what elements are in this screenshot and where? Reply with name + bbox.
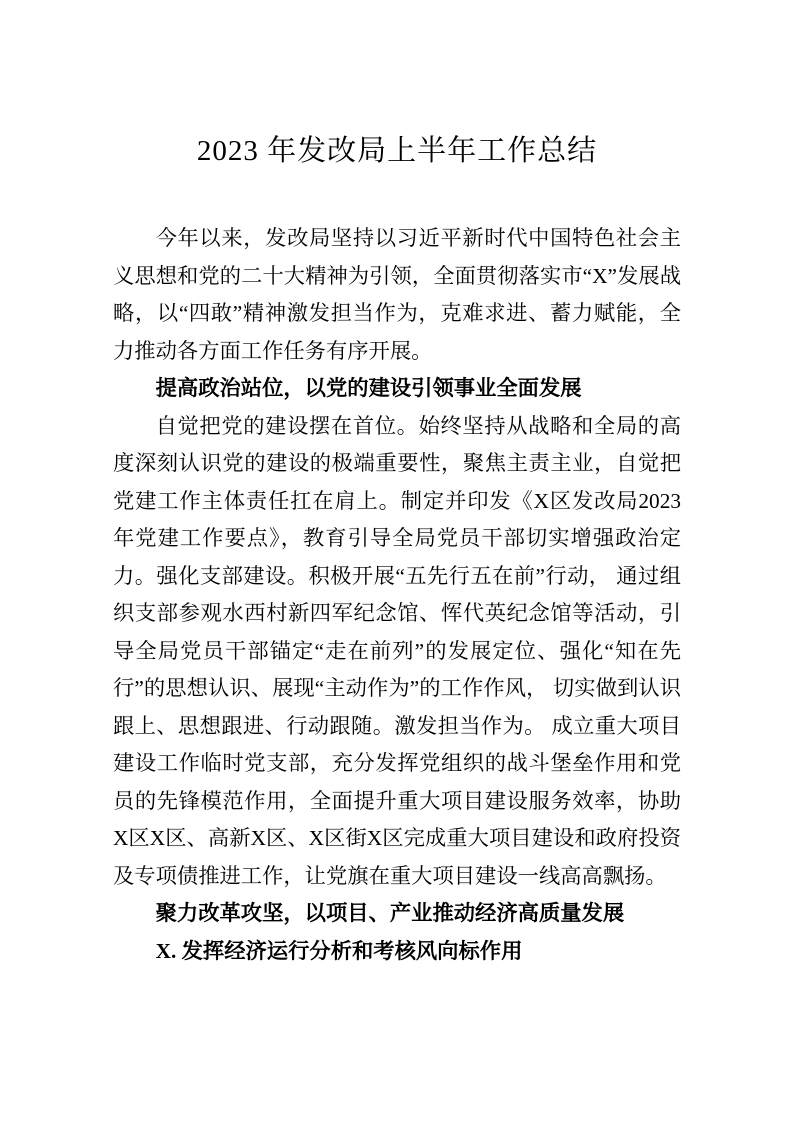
party-building-paragraph: 自觉把党的建设摆在首位。始终坚持从战略和全局的高度深刻认识党的建设的极端重要性，聚焦主责主业，自觉把党建工作主体责任扛在肩上。制定并印发《X区发改局2023年党建工作要点》，教育引导全局党员干部切实增强政治定力。强化支部建设。积极开展“五先行五在前”行动， 通过组织支部参观水西村新四军纪念馆、恽代英纪念馆等活动，引导全局党员干部锚定“走在前列”的发展定位、强化“知在先行”的思想认识、展现“主动作为”的工作作风， 切实做到认识跟上、思想跟进、行动跟随。激发担当作为。 成立重大项目建设工作临时党支部，充分发挥党组织的战斗堡垒作用和党员的先锋模范作用，全面提升重大项目建设服务效率，协助X区X区、高新X区、X区街X区完成重大项目建设和政府投资及专项债推进工作，让党旗在重大项目建设一线高高飘扬。 [113, 413, 681, 888]
subsection-heading-economic-analysis: X. 发挥经济运行分析和考核风向标作用 [155, 938, 523, 963]
intro-paragraph: 今年以来，发改局坚持以习近平新时代中国特色社会主义思想和党的二十大精神为引领，全面贯彻落实市“X”发展战略，以“四敢”精神激发担当作为，克难求进、蓄力赋能，全力推动各方面工作任务有序开展。 [113, 226, 681, 363]
section-heading-party-building: 提高政治站位，以党的建设引领事业全面发展 [155, 376, 582, 400]
document-title: 2023 年发改局上半年工作总结 [196, 135, 598, 167]
section-heading-reform: 聚力改革攻坚，以项目、产业推动经济高质量发展 [155, 901, 625, 925]
